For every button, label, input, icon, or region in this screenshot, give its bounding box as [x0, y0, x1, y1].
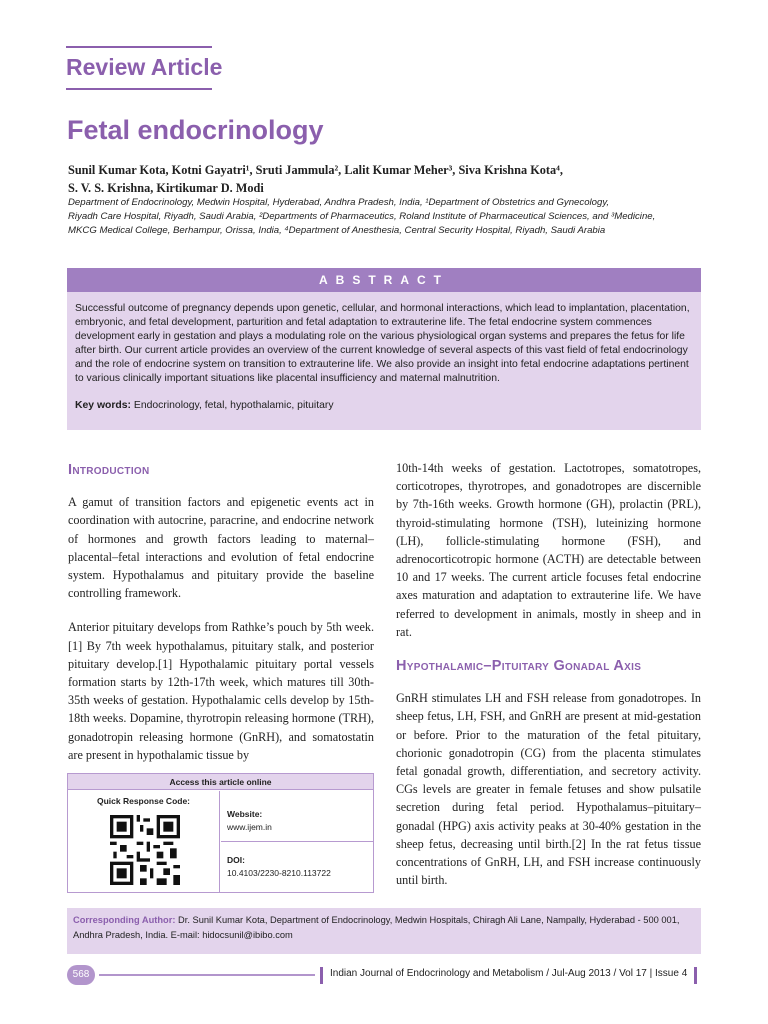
website-label: Website: — [227, 809, 263, 819]
affiliation-line-3: MKCG Medical College, Berhampur, Orissa, India, ⁴Department of Anesthesia, Central Security Hospital, Riyadh, Saudi Arabia — [68, 225, 606, 236]
qr-cell — [68, 791, 220, 893]
affiliation-line-1: Department of Endocrinology, Medwin Hospital, Hyderabad, Andhra Pradesh, India, ¹Department of Obstetrics and Gynecology, — [68, 197, 610, 208]
author-list — [68, 161, 708, 197]
website-link[interactable]: www.ijem.in — [227, 822, 272, 832]
right-column — [396, 459, 701, 905]
footer-bar-left — [320, 967, 323, 984]
keywords-list: Endocrinology, fetal, hypothalamic, pituitary — [133, 400, 334, 411]
keywords — [67, 386, 701, 411]
footer-rule — [99, 974, 315, 976]
corresponding-author-box — [67, 908, 701, 954]
access-article-box — [67, 773, 374, 893]
journal-citation: Indian Journal of Endocrinology and Metabolism / Jul-Aug 2013 / Vol 17 | Issue 4 — [330, 968, 688, 979]
left-column — [68, 461, 374, 780]
intro-paragraph-1: A gamut of transition factors and epigenetic events act in coordination with autocrine, paracrine, and endocrine network of hormones and growth factors leading to maternal–placental–fetal interactions and evolution of fetal endocrine system. Hypothalamus and pituitary provide the baseline controlling framework. — [68, 495, 374, 601]
qr-label: Quick Response Code: — [96, 796, 191, 806]
footer-bar-right — [694, 967, 697, 984]
hpg-paragraph: GnRH stimulates LH and FSH release from gonadotropes. In sheep fetus, LH, FSH, and GnRH are present at mid-gestation or before. Prior to the maturation of the fetal pituitary, chorionic gonadotropin (CG) from the placenta stimulates fetal gonadal growth, differentiation, and secretory activity. CGs levels are greater in female fetuses and show pulsatile secretion during fetal period. Hypothalamus–pituitary–gonadal (HPG) axis activity peaks at 30-40% gestation in the sheep fetus, decreasing until birth.[2] In the rat fetus tissue concentrations of GnRH, LH, and FSH increase continuously until birth. — [396, 691, 701, 888]
corresponding-text: Dr. Sunil Kumar Kota, Department of Endocrinology, Medwin Hospitals, Chiragh Ali Lane, Nampally, Hyderabad - 500 001, Andhra Pradesh, India. E-mail: hidocsunil@ibibo.com — [73, 915, 680, 940]
doi-label: DOI: — [227, 855, 245, 865]
intro-heading: Introduction — [68, 462, 150, 478]
keywords-label: Key words: — [75, 400, 132, 411]
top-rule-lower — [66, 88, 212, 90]
hpg-heading: Hypothalamic–Pituitary Gonadal Axis — [396, 658, 642, 675]
right-paragraph-1: 10th-14th weeks of gestation. Lactotropes, somatotropes, corticotropes, thyrotropes, and gonadotropes are discernible by 7th-16th weeks. Growth hormone (GH), prolactin (PRL), thyroid-stimulating hormone (TSH), luteinizing hormone (LH), follicle-stimulating hormone (FSH), and adrenocorticotropic hormone (ACTH) are detectable between 10 and 17 weeks. The current article focuses fetal endocrine axes maturation and adaptation to extrauterine life. We have referred to development in animals, mostly in sheep and in rat. — [396, 461, 701, 639]
affiliations — [68, 196, 708, 238]
affiliation-line-2: Riyadh Care Hospital, Riyadh, Saudi Arabia, ²Departments of Pharmaceutics, Roland Institute of Pharmaceutical Sciences, and ³Medicine, — [68, 211, 656, 222]
top-rule — [66, 46, 212, 48]
author-line-1: Sunil Kumar Kota, Kotni Gayatri¹, Sruti Jammula², Lalit Kumar Meher³, Siva Krishna Kota⁴, — [68, 163, 563, 177]
abstract-text: Successful outcome of pregnancy depends upon genetic, cellular, and hormonal interactions, which lead to implantation, placentation, embryonic, and fetal development, parturition and fetal adaptation to extrauterine life. The fetal endocrine system commences development early in gestation and plays a modulating role on the various physiological organ systems and prepares the fetus for life after birth. Our current article provides an overview of the current knowledge of several aspects of this vast field of fetal endocrinology and the role of endocrine system on transition to extrauterine life. We also provide an insight into fetal endocrine adaptations pertinent to various clinically important situations like placental insufficiency and maternal malnutrition. — [75, 303, 690, 384]
qr-code-icon[interactable] — [110, 812, 180, 888]
author-line-2: S. V. S. Krishna, Kirtikumar D. Modi — [68, 181, 264, 195]
page-number: 568 — [67, 965, 95, 985]
doi-link[interactable]: 10.4103/2230-8210.113722 — [227, 868, 331, 878]
website-cell — [221, 791, 373, 842]
intro-paragraph-2: Anterior pituitary develops from Rathke’s pouch by 5th week.[1] By 7th week hypothalamus, pituitary stalk, and posterior pituitary develop.[1] Hypothalamic pituitary portal vessels formation starts by 12th-17th week, which matures till 30th-35th weeks of gestation. Hypothalamic cells develop by 15th-18th weeks. Dopamine, thyrotropin releasing hormone (TRH), gonadotropin releasing hormone (GnRH), and somatostatin are present in hypothalamic tissue by — [68, 620, 374, 762]
article-title: Fetal endocrinology — [67, 115, 324, 145]
access-heading: Access this article online — [68, 774, 373, 790]
abstract-heading: ABSTRACT — [67, 268, 701, 292]
doi-cell — [221, 843, 373, 893]
section-label: Review Article — [66, 54, 223, 80]
abstract-box — [67, 268, 701, 430]
corresponding-label: Corresponding Author: — [73, 915, 176, 925]
